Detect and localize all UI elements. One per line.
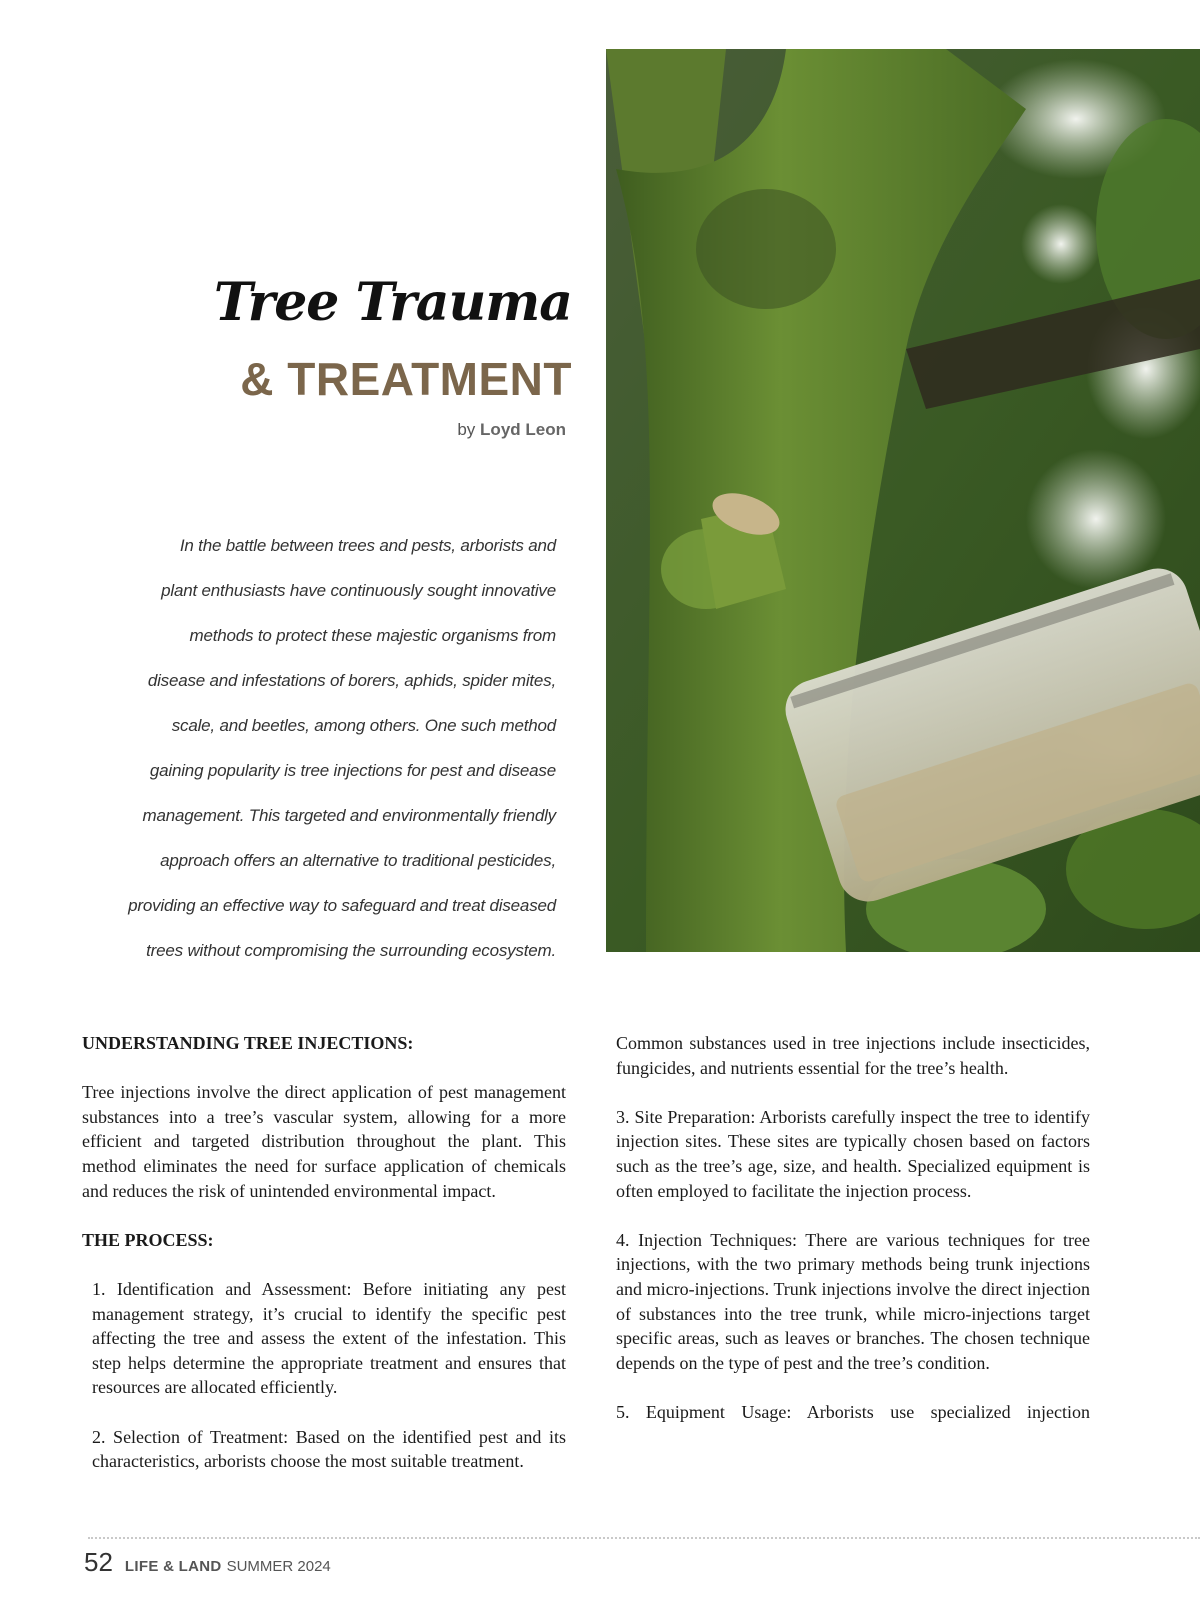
intro-line: In the battle between trees and pests, arborists and [179,536,556,555]
article-title-script: Tree Trauma [213,272,572,333]
intro-line: disease and infestations of borers, aphids, spider mites, [147,671,556,690]
step-selection: 2. Selection of Treatment: Based on the identified pest and its characteristics, arborists choose the most suitable treatment. [92,1426,566,1472]
intro-line: providing an effective way to safeguard and treat diseased [128,896,556,915]
intro-line: plant enthusiasts have continuously sought innovative [161,581,556,600]
byline-prefix: by [457,420,476,439]
intro-line: methods to protect these majestic organisms from [189,626,556,645]
paragraph-understanding: Tree injections involve the direct application of pest management substances into a tree’s vascular system, allowing for a more efficient and targeted distribution throughout the plant. This method eliminates the need for surface application of chemicals and reduces the risk of unintended environmental impact. [82,1082,566,1201]
step-equipment-usage: 5. Equipment Usage: Arborists use specialized injection [616,1401,1090,1422]
footer-divider [88,1537,1200,1539]
tree-injection-illustration [606,49,1200,952]
page-number: 52 [84,1547,113,1577]
intro-line: trees without compromising the surrounding ecosystem. [146,941,556,960]
intro-line: scale, and beetles, among others. One such method [171,716,556,735]
page-footer [84,1547,331,1587]
body-column-left [82,1031,566,1498]
intro-line: gaining popularity is tree injections for pest and disease [149,761,556,780]
section-heading-understanding: UNDERSTANDING TREE INJECTIONS: [82,1033,414,1053]
publication-name: LIFE & LAND [124,1558,222,1575]
article-title-main: & TREATMENT [240,353,572,405]
section-heading-process: THE PROCESS: [82,1229,214,1250]
byline [166,420,566,440]
body-column-right [616,1031,1090,1425]
step-injection-techniques: 4. Injection Techniques: There are various techniques for tree injections, with the two primary methods being trunk injections and micro-injections. Trunk injections involve the direct injection of substances into the tree trunk, while micro-injections target specific areas, such as leaves or branches. The chosen technique depends on the type of pest and the tree’s condition. [616,1229,1090,1373]
step-selection-continued: Common substances used in tree injections include insecticides, fungicides, and nutrients essential for the tree’s health. [616,1033,1090,1078]
intro-line: management. This targeted and environmentally friendly [142,806,556,825]
author-name: Loyd Leon [480,420,566,439]
intro-line: approach offers an alternative to traditional pesticides, [160,851,556,870]
issue-label: SUMMER 2024 [226,1558,331,1575]
step-site-preparation: 3. Site Preparation: Arborists carefully inspect the tree to identify injection sites. These sites are typically chosen based on factors such as the tree’s age, size, and health. Specialized equipment is often employed to facilitate the injection process. [616,1106,1090,1201]
step-identification: 1. Identification and Assessment: Before initiating any pest management strategy, it’s crucial to identify the specific pest affecting the tree and assess the extent of the infestation. This step helps determine the appropriate treatment and ensures that resources are allocated efficiently. [92,1278,566,1398]
article-photo [606,49,1200,952]
intro-paragraph [80,523,556,973]
